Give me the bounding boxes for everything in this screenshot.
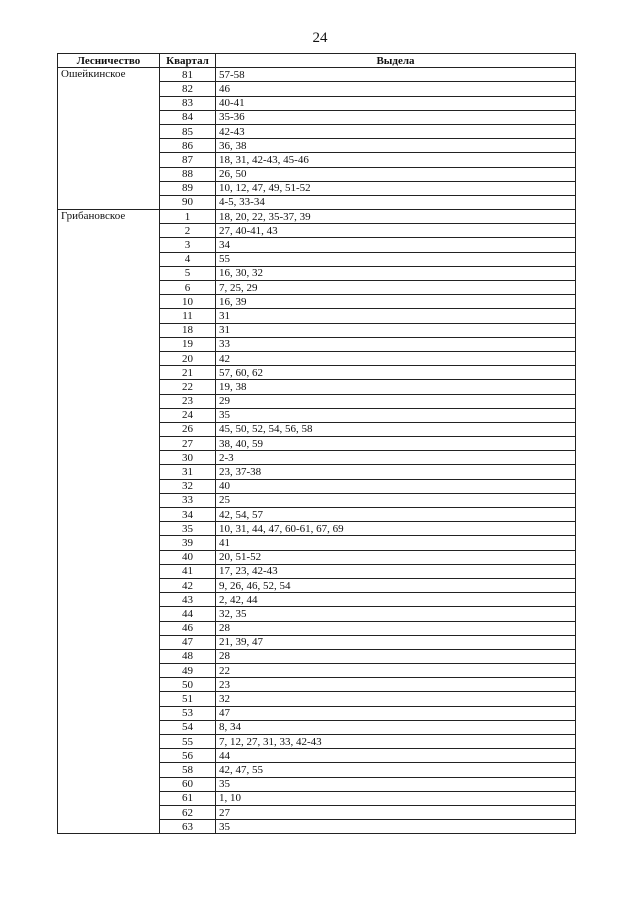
parcels-cell: 35 <box>216 820 576 834</box>
parcels-cell: 32, 35 <box>216 607 576 621</box>
quarter-cell: 82 <box>160 82 216 96</box>
quarter-cell: 18 <box>160 323 216 337</box>
parcels-cell: 35 <box>216 777 576 791</box>
quarter-cell: 31 <box>160 465 216 479</box>
header-forestry: Лесничество <box>58 54 160 68</box>
forest-parcels-table <box>57 53 576 834</box>
parcels-cell: 42 <box>216 351 576 365</box>
parcels-cell: 42, 54, 57 <box>216 508 576 522</box>
parcels-cell: 17, 23, 42-43 <box>216 564 576 578</box>
parcels-cell: 38, 40, 59 <box>216 437 576 451</box>
parcels-cell: 7, 25, 29 <box>216 281 576 295</box>
table-header-row <box>58 54 576 68</box>
parcels-cell: 10, 12, 47, 49, 51-52 <box>216 181 576 195</box>
parcels-cell: 33 <box>216 337 576 351</box>
quarter-cell: 1 <box>160 210 216 224</box>
quarter-cell: 5 <box>160 266 216 280</box>
quarter-cell: 21 <box>160 366 216 380</box>
quarter-cell: 58 <box>160 763 216 777</box>
quarter-cell: 6 <box>160 281 216 295</box>
quarter-cell: 24 <box>160 408 216 422</box>
quarter-cell: 44 <box>160 607 216 621</box>
quarter-cell: 47 <box>160 635 216 649</box>
parcels-cell: 2-3 <box>216 451 576 465</box>
parcels-cell: 7, 12, 27, 31, 33, 42-43 <box>216 735 576 749</box>
parcels-cell: 34 <box>216 238 576 252</box>
page-number: 24 <box>312 30 328 46</box>
quarter-cell: 4 <box>160 252 216 266</box>
parcels-cell: 44 <box>216 749 576 763</box>
quarter-cell: 56 <box>160 749 216 763</box>
quarter-cell: 34 <box>160 508 216 522</box>
quarter-cell: 61 <box>160 791 216 805</box>
quarter-cell: 41 <box>160 564 216 578</box>
quarter-cell: 51 <box>160 692 216 706</box>
quarter-cell: 62 <box>160 805 216 819</box>
parcels-cell: 55 <box>216 252 576 266</box>
parcels-cell: 25 <box>216 493 576 507</box>
parcels-cell: 23 <box>216 678 576 692</box>
parcels-cell: 31 <box>216 323 576 337</box>
parcels-cell: 42-43 <box>216 124 576 138</box>
parcels-cell: 29 <box>216 394 576 408</box>
quarter-cell: 42 <box>160 578 216 592</box>
forestry-name: Грибановское <box>58 210 160 834</box>
parcels-cell: 28 <box>216 649 576 663</box>
quarter-cell: 46 <box>160 621 216 635</box>
parcels-cell: 27 <box>216 805 576 819</box>
quarter-cell: 3 <box>160 238 216 252</box>
quarter-cell: 85 <box>160 124 216 138</box>
header-quarter: Квартал <box>160 54 216 68</box>
quarter-cell: 50 <box>160 678 216 692</box>
quarter-cell: 22 <box>160 380 216 394</box>
parcels-cell: 36, 38 <box>216 139 576 153</box>
quarter-cell: 88 <box>160 167 216 181</box>
quarter-cell: 19 <box>160 337 216 351</box>
quarter-cell: 54 <box>160 720 216 734</box>
quarter-cell: 84 <box>160 110 216 124</box>
quarter-cell: 40 <box>160 550 216 564</box>
quarter-cell: 53 <box>160 706 216 720</box>
quarter-cell: 87 <box>160 153 216 167</box>
parcels-cell: 40-41 <box>216 96 576 110</box>
quarter-cell: 33 <box>160 493 216 507</box>
quarter-cell: 30 <box>160 451 216 465</box>
parcels-cell: 16, 39 <box>216 295 576 309</box>
parcels-cell: 16, 30, 32 <box>216 266 576 280</box>
parcels-cell: 35-36 <box>216 110 576 124</box>
forestry-name: Ошейкинское <box>58 68 160 210</box>
parcels-cell: 57-58 <box>216 68 576 82</box>
parcels-cell: 31 <box>216 309 576 323</box>
parcels-cell: 45, 50, 52, 54, 56, 58 <box>216 422 576 436</box>
parcels-cell: 18, 31, 42-43, 45-46 <box>216 153 576 167</box>
quarter-cell: 23 <box>160 394 216 408</box>
parcels-cell: 10, 31, 44, 47, 60-61, 67, 69 <box>216 522 576 536</box>
parcels-cell: 35 <box>216 408 576 422</box>
table-body <box>58 68 576 834</box>
quarter-cell: 49 <box>160 664 216 678</box>
quarter-cell: 32 <box>160 479 216 493</box>
header-parcels: Выдела <box>216 54 576 68</box>
parcels-cell: 42, 47, 55 <box>216 763 576 777</box>
parcels-cell: 57, 60, 62 <box>216 366 576 380</box>
quarter-cell: 10 <box>160 295 216 309</box>
quarter-cell: 39 <box>160 536 216 550</box>
parcels-cell: 4-5, 33-34 <box>216 195 576 209</box>
quarter-cell: 63 <box>160 820 216 834</box>
quarter-cell: 90 <box>160 195 216 209</box>
parcels-cell: 23, 37-38 <box>216 465 576 479</box>
quarter-cell: 60 <box>160 777 216 791</box>
parcels-cell: 41 <box>216 536 576 550</box>
quarter-cell: 48 <box>160 649 216 663</box>
parcels-cell: 19, 38 <box>216 380 576 394</box>
quarter-cell: 11 <box>160 309 216 323</box>
parcels-cell: 46 <box>216 82 576 96</box>
parcels-cell: 20, 51-52 <box>216 550 576 564</box>
parcels-cell: 1, 10 <box>216 791 576 805</box>
parcels-cell: 21, 39, 47 <box>216 635 576 649</box>
table-row <box>58 68 576 82</box>
quarter-cell: 83 <box>160 96 216 110</box>
parcels-cell: 18, 20, 22, 35-37, 39 <box>216 210 576 224</box>
quarter-cell: 2 <box>160 224 216 238</box>
parcels-cell: 22 <box>216 664 576 678</box>
table-row <box>58 210 576 224</box>
parcels-cell: 9, 26, 46, 52, 54 <box>216 578 576 592</box>
parcels-cell: 27, 40-41, 43 <box>216 224 576 238</box>
quarter-cell: 89 <box>160 181 216 195</box>
parcels-cell: 32 <box>216 692 576 706</box>
quarter-cell: 43 <box>160 593 216 607</box>
quarter-cell: 81 <box>160 68 216 82</box>
quarter-cell: 35 <box>160 522 216 536</box>
parcels-cell: 28 <box>216 621 576 635</box>
parcels-cell: 26, 50 <box>216 167 576 181</box>
quarter-cell: 27 <box>160 437 216 451</box>
parcels-cell: 40 <box>216 479 576 493</box>
parcels-cell: 47 <box>216 706 576 720</box>
quarter-cell: 86 <box>160 139 216 153</box>
quarter-cell: 20 <box>160 351 216 365</box>
quarter-cell: 26 <box>160 422 216 436</box>
quarter-cell: 55 <box>160 735 216 749</box>
parcels-cell: 8, 34 <box>216 720 576 734</box>
parcels-cell: 2, 42, 44 <box>216 593 576 607</box>
